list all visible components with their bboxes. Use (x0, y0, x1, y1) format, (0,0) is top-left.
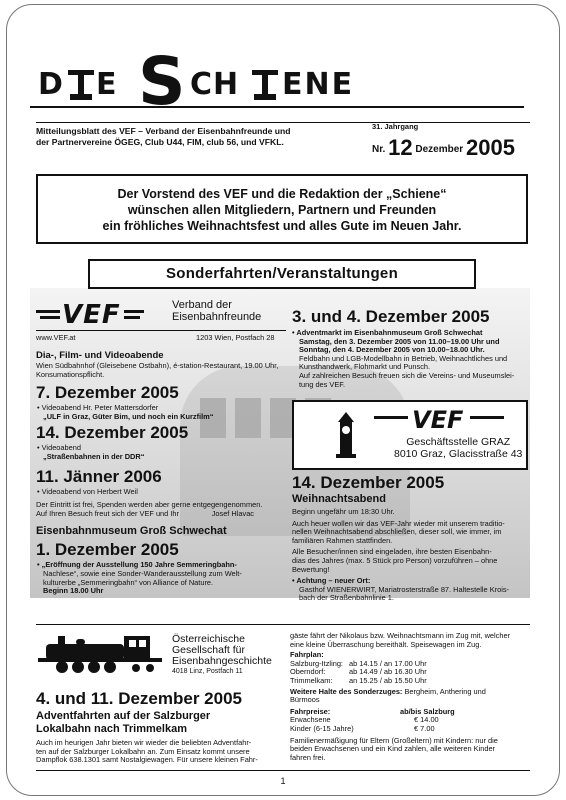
event-line: eine kleine Überraschung bereithält. Speisewagen im Zug. (290, 639, 482, 649)
date-heading: 1. Dezember 2005 (36, 540, 179, 560)
oegeg-name (172, 634, 272, 677)
station: Oberndorf: (290, 667, 326, 677)
event-line: • Videoabend (37, 443, 81, 453)
oegeg-line: Eisenbahngeschichte (172, 655, 272, 667)
timetable-row (290, 677, 433, 686)
stops-heading: Weitere Halte des Sonderzuges: (290, 686, 403, 696)
event-line: • Videoabend Hr. Peter Mattersdorfer (37, 403, 159, 413)
steam-locomotive-icon (36, 634, 166, 674)
event-line: Auch heuer wollen wir das VEF-Jahr wieder mit unserem traditio- (292, 518, 505, 528)
event-line: Auch im heurigen Jahr bieten wir wieder die beliebten Adventfahr- (36, 738, 252, 747)
issue-month: Dezember (415, 144, 464, 155)
family-discount-line: Familienermäßigung für Eltern (Großeltern) mit Kindern: nur die (290, 735, 498, 745)
logo-stripe (374, 416, 408, 419)
family-discount-line: beiden Erwachsenen und ein Kind zahlen, alle weiteren Kinder (290, 744, 496, 754)
event-line: ten auf der Salzburger Lokalbahn an. Zum Einsatz kommt unsere (36, 746, 250, 756)
left-column (36, 350, 288, 596)
stops-text: Bergheim, Anthering und (404, 686, 486, 696)
greeting-line: Der Vorstend des VEF und die Redaktion der „Schiene“ (117, 187, 447, 201)
logo-rule (36, 330, 286, 331)
logo-stripe (124, 310, 144, 313)
signature: Josef Hlavac (211, 508, 254, 518)
section-divider (36, 624, 530, 625)
issue-nr: 12 (388, 135, 413, 160)
oegeg-logo-block (36, 634, 286, 684)
info-line: Der Eintritt ist frei, Spenden werden aber gerne entgegengenommen. (36, 500, 263, 510)
info-line (36, 510, 288, 519)
graz-address (394, 436, 522, 460)
greeting-line: ein fröhliches Weihnachtsfest und alles Gute im Neuen Jahr. (102, 219, 462, 233)
vef-name-line: Verband der (172, 299, 232, 311)
graz-line: Geschäftsstelle GRAZ (406, 436, 511, 448)
date-heading: 3. und 4. Dezember 2005 (292, 307, 490, 326)
issue-number (372, 135, 532, 161)
logo-stripe (124, 316, 140, 319)
event-line: „ULF in Graz, Güter Bim, und noch ein Kurzfilm“ (43, 411, 214, 421)
event-line: Auf zahlreichen Besuch freuen sich die Vereins- und Museumslei- (299, 370, 515, 380)
vef-name (172, 299, 261, 323)
event-line: Gasthof WIENERWIRT, Mariatrosterstraße 87. Haltestelle Krois- (299, 584, 510, 594)
vef-logo-block (36, 298, 286, 344)
price-category: Erwachsene (290, 715, 331, 725)
masthead-logo (30, 36, 524, 116)
svg-text:D: D (38, 67, 65, 102)
event-line: • „Eröffnung der Ausstellung 150 Jahre Semmeringbahn- (37, 560, 237, 570)
price-value: € 7.00 (414, 723, 435, 733)
price-category: Kinder (6-15 Jahre) (290, 723, 354, 733)
vef-url[interactable]: www.VEF.at (36, 333, 76, 342)
logo-stripe (40, 316, 60, 319)
vef-logo-mark: VEF (62, 300, 121, 330)
issue-info (372, 122, 532, 161)
event-line: Beginn ungefähr um 18:30 Uhr. (292, 507, 395, 516)
event-line: nellen Weihnachtsabend abschließen, dieser soll, wie immer, im (292, 527, 502, 537)
oegeg-line: Gesellschaft für (172, 644, 245, 656)
event-line: dias des Jahres (max. 5 Stück pro Person) vorzuführen – ohne (292, 555, 498, 565)
stops-line (290, 688, 530, 697)
bottom-left-column (36, 690, 286, 765)
graz-office-box (292, 400, 528, 470)
issue-nr-label: Nr. (372, 144, 386, 155)
price-table (290, 708, 490, 734)
subtitle-line: Mitteilungsblatt des VEF – Verband der Eisenbahnfreunde und (36, 126, 291, 136)
heading-museum: Eisenbahnmuseum Groß Schwechat (36, 525, 227, 538)
event-subtitle: Weihnachtsabend (292, 493, 386, 505)
date-heading: 14. Dezember 2005 (292, 473, 445, 492)
price-row (290, 725, 490, 734)
svg-text:CH: CH (190, 67, 240, 102)
date-heading: 7. Dezember 2005 (36, 383, 179, 403)
graz-line: 8010 Graz, Glacisstraße 43 (394, 448, 523, 460)
station: Salzburg-Itzling: (290, 658, 343, 668)
subtitle-line: der Partnervereine ÖGEG, Club U44, FIM, club 56, und VFKL. (36, 137, 284, 147)
logo-stripe (36, 310, 60, 313)
section-title: Sonderfahrten/Veranstaltungen (88, 259, 476, 289)
vef-address: 1203 Wien, Postfach 28 (196, 333, 275, 342)
issue-yearnum: 2005 (465, 135, 515, 160)
event-line: Dampflok 638.1301 samt Nostalgiewagen. Für unsere kleinen Fahr- (36, 755, 258, 765)
svg-text:E: E (96, 67, 117, 102)
family-discount-line: fahren frei. (290, 752, 326, 762)
event-line: kulturerbe „Semmeringbahn“ von Alliance of Nature. (43, 577, 214, 587)
media-text: Wien Südbahnhof (Gleisebene Ostbahn), é-station-Restaurant, 19.00 Uhr, Konsumationspflicht. (36, 361, 279, 379)
event-subtitle: Lokalbahn nach Trimmelkam (36, 723, 187, 735)
event-line: • Adventmarkt im Eisenbahnmuseum Groß Schwechat (292, 328, 483, 337)
right-column-bottom (292, 474, 530, 603)
right-column-top (292, 308, 530, 389)
event-line: tung des VEF. (299, 379, 346, 389)
event-line: Beginn 18.00 Uhr (43, 586, 104, 596)
svg-text:S: S (138, 43, 186, 116)
page-number: 1 (280, 776, 286, 786)
price-value: € 14.00 (414, 715, 439, 725)
issue-year: 31. Jahrgang (372, 122, 419, 131)
event-line: familiären Rahmen stattfinden. (292, 535, 393, 545)
event-line: Alle Besucher/innen sind eingeladen, ihre besten Eisenbahn- (292, 547, 492, 557)
greeting-box (36, 174, 528, 244)
times: an 15.25 / ab 15.50 Uhr (349, 675, 427, 685)
oegeg-address: 4018 Linz, Postfach 11 (172, 668, 243, 675)
event-line: Bewertung! (292, 564, 330, 574)
subtitle (36, 126, 356, 148)
event-line: „Straßenbahnen in der DDR“ (43, 451, 145, 461)
event-line: gäste fährt der Nikolaus bzw. Weihnachtsmann im Zug mit, welcher (290, 631, 511, 640)
event-line: • Videoabend von Herbert Weil (37, 486, 138, 496)
event-subtitle: Adventfahrten auf der Salzburger (36, 710, 211, 722)
masthead-title: DIE SCHIENE (30, 36, 37, 37)
times: ab 14.49 / ab 16.30 Uhr (349, 667, 427, 677)
clock-tower-icon (334, 412, 358, 458)
timetable-heading: Fahrplan: (290, 650, 324, 660)
event-line: Nachlese“, sowie eine Sonder-Wanderausstellung zum Welt- (43, 568, 242, 578)
event-line: Feldbahn und LGB-Modellbahn in Betrieb, Weihnachtliches und (299, 353, 508, 363)
date-heading: 14. Dezember 2005 (36, 423, 189, 443)
date-heading: 11. Jänner 2006 (36, 466, 162, 486)
footer-rule (36, 770, 530, 771)
info-text: Auf Ihren Besuch freut sich der VEF und Ihr (36, 508, 179, 518)
event-line: bach der Straßenbahnlinie 1. (299, 593, 394, 603)
times: ab 14.15 / an 17.00 Uhr (349, 658, 427, 668)
svg-text:ENE: ENE (282, 67, 355, 102)
heading-media: Dia-, Film- und Videoabende (36, 350, 164, 361)
timetable (290, 660, 433, 686)
price-column-heading: ab/bis Salzburg (400, 706, 455, 716)
event-line: Samstag, den 3. Dezember 2005 von 11.00–19.00 Uhr und (299, 336, 500, 346)
price-heading: Fahrpreise: (290, 706, 331, 716)
stops-text: Bürmoos (290, 695, 320, 705)
vef-name-line: Eisenbahnfreunde (172, 311, 262, 323)
event-line: • Achtung – neuer Ort: (292, 576, 371, 586)
event-line: Kunsthandwerk, Flohmarkt und Punsch. (299, 362, 431, 372)
date-heading: 4. und 11. Dezember 2005 (36, 689, 242, 708)
greeting-line: wünschen allen Mitgliedern, Partnern und Freunden (127, 203, 437, 217)
station: Trimmelkam: (290, 675, 333, 685)
logo-stripe (470, 416, 504, 419)
oegeg-line: Österreichische (172, 633, 245, 645)
bottom-right-column (290, 632, 530, 762)
vef-logo-mark: VEF (412, 406, 464, 434)
event-line: Sonntag, den 4. Dezember 2005 von 10.00–18.00 Uhr. (299, 345, 485, 355)
